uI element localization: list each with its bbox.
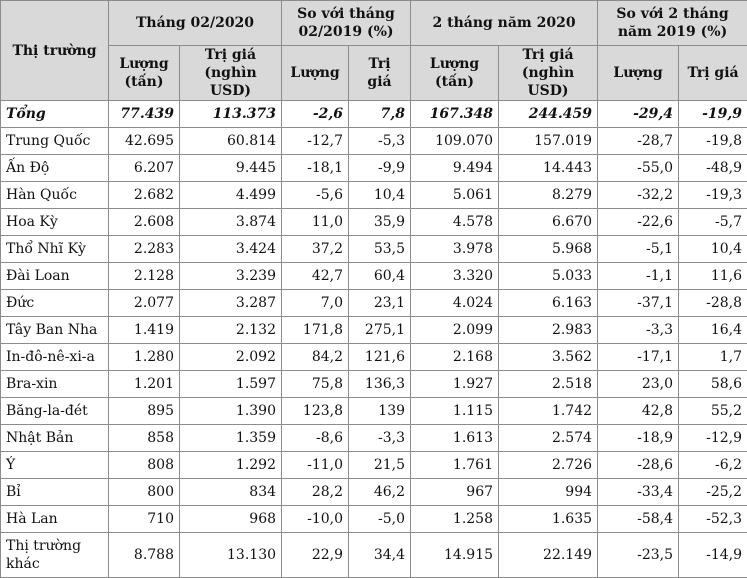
- value-pct-feb-cell: 35,9: [349, 209, 411, 236]
- volume-2m-cell: 1.613: [411, 425, 499, 452]
- value-pct-2m-cell: -12,9: [679, 425, 747, 452]
- table-row: [1, 263, 747, 290]
- value-pct-2m-cell: 1,7: [679, 344, 747, 371]
- volume-feb-cell: 8.788: [109, 533, 180, 578]
- volume-pct-feb-cell: -10,0: [282, 506, 349, 533]
- volume-2m-cell: 2.168: [411, 344, 499, 371]
- value-pct-2m-cell: -14,9: [679, 533, 747, 578]
- volume-feb-cell: 2.077: [109, 290, 180, 317]
- value-2m-cell: 2.518: [499, 371, 598, 398]
- subheader-volume-tons: Lượng (tấn): [411, 46, 499, 101]
- volume-pct-feb-cell: -8,6: [282, 425, 349, 452]
- value-2m-cell: 3.562: [499, 344, 598, 371]
- subheader-volume: Lượng: [282, 46, 349, 101]
- value-pct-2m-cell: 58,6: [679, 371, 747, 398]
- volume-pct-2m-cell: -29,4: [598, 101, 679, 128]
- value-pct-2m-cell: -5,7: [679, 209, 747, 236]
- volume-pct-feb-cell: 75,8: [282, 371, 349, 398]
- value-pct-2m-cell: -19,9: [679, 101, 747, 128]
- volume-feb-cell: 77.439: [109, 101, 180, 128]
- subheader-value-usd: Trị giá (nghìn USD): [499, 46, 598, 101]
- volume-2m-cell: 967: [411, 479, 499, 506]
- volume-2m-cell: 3.320: [411, 263, 499, 290]
- value-2m-cell: 14.443: [499, 155, 598, 182]
- volume-feb-cell: 858: [109, 425, 180, 452]
- value-feb-cell: 9.445: [180, 155, 282, 182]
- volume-pct-feb-cell: 11,0: [282, 209, 349, 236]
- market-cell: Hà Lan: [1, 506, 109, 533]
- value-2m-cell: 157.019: [499, 128, 598, 155]
- value-pct-feb-cell: 53,5: [349, 236, 411, 263]
- volume-feb-cell: 808: [109, 452, 180, 479]
- table-row: [1, 290, 747, 317]
- market-cell: Băng-la-đét: [1, 398, 109, 425]
- volume-2m-cell: 1.115: [411, 398, 499, 425]
- table-row: [1, 128, 747, 155]
- table-row: [1, 344, 747, 371]
- volume-feb-cell: 1.419: [109, 317, 180, 344]
- table-row: [1, 452, 747, 479]
- volume-pct-feb-cell: -18,1: [282, 155, 349, 182]
- value-feb-cell: 2.132: [180, 317, 282, 344]
- value-2m-cell: 5.968: [499, 236, 598, 263]
- value-2m-cell: 244.459: [499, 101, 598, 128]
- value-feb-cell: 3.424: [180, 236, 282, 263]
- value-feb-cell: 2.092: [180, 344, 282, 371]
- volume-2m-cell: 1.761: [411, 452, 499, 479]
- volume-pct-feb-cell: 171,8: [282, 317, 349, 344]
- volume-2m-cell: 1.258: [411, 506, 499, 533]
- table-row: [1, 371, 747, 398]
- value-2m-cell: 6.163: [499, 290, 598, 317]
- value-2m-cell: 6.670: [499, 209, 598, 236]
- value-pct-2m-cell: -48,9: [679, 155, 747, 182]
- value-pct-2m-cell: 55,2: [679, 398, 747, 425]
- value-2m-cell: 8.279: [499, 182, 598, 209]
- value-2m-cell: 994: [499, 479, 598, 506]
- value-pct-2m-cell: 10,4: [679, 236, 747, 263]
- market-cell: Thổ Nhĩ Kỳ: [1, 236, 109, 263]
- volume-feb-cell: 1.280: [109, 344, 180, 371]
- table-row: [1, 398, 747, 425]
- volume-2m-cell: 9.494: [411, 155, 499, 182]
- value-feb-cell: 1.597: [180, 371, 282, 398]
- volume-pct-2m-cell: -17,1: [598, 344, 679, 371]
- volume-pct-2m-cell: -1,1: [598, 263, 679, 290]
- volume-pct-2m-cell: -3,3: [598, 317, 679, 344]
- market-cell: Ấn Độ: [1, 155, 109, 182]
- volume-feb-cell: 6.207: [109, 155, 180, 182]
- market-cell: Trung Quốc: [1, 128, 109, 155]
- volume-pct-feb-cell: -11,0: [282, 452, 349, 479]
- value-pct-feb-cell: 23,1: [349, 290, 411, 317]
- market-cell: Nhật Bản: [1, 425, 109, 452]
- table-row: [1, 182, 747, 209]
- market-cell: Hoa Kỳ: [1, 209, 109, 236]
- value-feb-cell: 3.287: [180, 290, 282, 317]
- volume-pct-2m-cell: -32,2: [598, 182, 679, 209]
- table-row: [1, 533, 747, 578]
- subheader-value: Trị giá: [349, 46, 411, 101]
- volume-feb-cell: 2.608: [109, 209, 180, 236]
- volume-pct-2m-cell: -18,9: [598, 425, 679, 452]
- value-2m-cell: 22.149: [499, 533, 598, 578]
- volume-pct-2m-cell: -22,6: [598, 209, 679, 236]
- value-pct-feb-cell: -3,3: [349, 425, 411, 452]
- volume-pct-feb-cell: 42,7: [282, 263, 349, 290]
- value-2m-cell: 1.742: [499, 398, 598, 425]
- volume-feb-cell: 2.283: [109, 236, 180, 263]
- value-pct-feb-cell: 10,4: [349, 182, 411, 209]
- value-pct-2m-cell: -28,8: [679, 290, 747, 317]
- market-cell: Ý: [1, 452, 109, 479]
- value-pct-2m-cell: 16,4: [679, 317, 747, 344]
- volume-2m-cell: 4.024: [411, 290, 499, 317]
- subheader-value: Trị giá: [679, 46, 747, 101]
- market-cell: Đài Loan: [1, 263, 109, 290]
- volume-2m-cell: 14.915: [411, 533, 499, 578]
- value-2m-cell: 2.574: [499, 425, 598, 452]
- value-feb-cell: 60.814: [180, 128, 282, 155]
- value-feb-cell: 1.292: [180, 452, 282, 479]
- table-row: [1, 479, 747, 506]
- value-pct-2m-cell: -52,3: [679, 506, 747, 533]
- table-row: [1, 209, 747, 236]
- value-pct-feb-cell: 60,4: [349, 263, 411, 290]
- header-market: Thị trường: [1, 1, 109, 101]
- table-body: [1, 101, 747, 578]
- table-row: [1, 317, 747, 344]
- market-cell: Hàn Quốc: [1, 182, 109, 209]
- volume-pct-2m-cell: -37,1: [598, 290, 679, 317]
- table-row: [1, 506, 747, 533]
- value-feb-cell: 1.359: [180, 425, 282, 452]
- value-pct-feb-cell: 46,2: [349, 479, 411, 506]
- market-cell: Tổng: [1, 101, 109, 128]
- volume-2m-cell: 109.070: [411, 128, 499, 155]
- volume-pct-2m-cell: -33,4: [598, 479, 679, 506]
- volume-pct-2m-cell: -23,5: [598, 533, 679, 578]
- value-pct-feb-cell: 7,8: [349, 101, 411, 128]
- subheader-value-usd: Trị giá (nghìn USD): [180, 46, 282, 101]
- subheader-volume: Lượng: [598, 46, 679, 101]
- value-feb-cell: 4.499: [180, 182, 282, 209]
- value-feb-cell: 13.130: [180, 533, 282, 578]
- volume-pct-feb-cell: 123,8: [282, 398, 349, 425]
- volume-pct-feb-cell: 84,2: [282, 344, 349, 371]
- table-row: [1, 155, 747, 182]
- volume-feb-cell: 895: [109, 398, 180, 425]
- volume-2m-cell: 1.927: [411, 371, 499, 398]
- volume-pct-feb-cell: 28,2: [282, 479, 349, 506]
- volume-feb-cell: 2.128: [109, 263, 180, 290]
- value-pct-2m-cell: -19,3: [679, 182, 747, 209]
- market-cell: Bra-xin: [1, 371, 109, 398]
- value-pct-feb-cell: 121,6: [349, 344, 411, 371]
- market-cell: Thị trường khác: [1, 533, 109, 578]
- table-row: [1, 236, 747, 263]
- value-feb-cell: 113.373: [180, 101, 282, 128]
- table-row: [1, 101, 747, 128]
- value-2m-cell: 2.726: [499, 452, 598, 479]
- volume-feb-cell: 2.682: [109, 182, 180, 209]
- value-pct-feb-cell: 34,4: [349, 533, 411, 578]
- value-pct-feb-cell: -5,0: [349, 506, 411, 533]
- value-pct-feb-cell: 139: [349, 398, 411, 425]
- volume-feb-cell: 800: [109, 479, 180, 506]
- subheader-volume-tons: Lượng (tấn): [109, 46, 180, 101]
- volume-2m-cell: 3.978: [411, 236, 499, 263]
- table-row: [1, 425, 747, 452]
- volume-pct-feb-cell: 22,9: [282, 533, 349, 578]
- value-pct-feb-cell: 275,1: [349, 317, 411, 344]
- market-cell: In-đô-nê-xi-a: [1, 344, 109, 371]
- volume-pct-2m-cell: -28,6: [598, 452, 679, 479]
- value-feb-cell: 968: [180, 506, 282, 533]
- volume-pct-feb-cell: 37,2: [282, 236, 349, 263]
- volume-2m-cell: 167.348: [411, 101, 499, 128]
- value-pct-2m-cell: 11,6: [679, 263, 747, 290]
- volume-pct-2m-cell: -28,7: [598, 128, 679, 155]
- volume-2m-cell: 4.578: [411, 209, 499, 236]
- value-pct-2m-cell: -6,2: [679, 452, 747, 479]
- value-feb-cell: 3.239: [180, 263, 282, 290]
- value-pct-2m-cell: -19,8: [679, 128, 747, 155]
- market-cell: Đức: [1, 290, 109, 317]
- volume-pct-feb-cell: -5,6: [282, 182, 349, 209]
- value-2m-cell: 5.033: [499, 263, 598, 290]
- volume-pct-2m-cell: 42,8: [598, 398, 679, 425]
- volume-feb-cell: 42.695: [109, 128, 180, 155]
- header-two-months-2020: 2 tháng năm 2020: [411, 1, 598, 46]
- volume-pct-2m-cell: 23,0: [598, 371, 679, 398]
- value-feb-cell: 834: [180, 479, 282, 506]
- value-pct-feb-cell: -5,3: [349, 128, 411, 155]
- market-cell: Tây Ban Nha: [1, 317, 109, 344]
- value-pct-feb-cell: 136,3: [349, 371, 411, 398]
- volume-pct-2m-cell: -58,4: [598, 506, 679, 533]
- volume-2m-cell: 5.061: [411, 182, 499, 209]
- volume-2m-cell: 2.099: [411, 317, 499, 344]
- value-2m-cell: 2.983: [499, 317, 598, 344]
- value-2m-cell: 1.635: [499, 506, 598, 533]
- header-feb-2020: Tháng 02/2020: [109, 1, 282, 46]
- volume-pct-feb-cell: -12,7: [282, 128, 349, 155]
- value-feb-cell: 1.390: [180, 398, 282, 425]
- volume-pct-feb-cell: 7,0: [282, 290, 349, 317]
- volume-feb-cell: 710: [109, 506, 180, 533]
- value-pct-feb-cell: -9,9: [349, 155, 411, 182]
- value-pct-2m-cell: -25,2: [679, 479, 747, 506]
- value-feb-cell: 3.874: [180, 209, 282, 236]
- volume-pct-2m-cell: -5,1: [598, 236, 679, 263]
- volume-feb-cell: 1.201: [109, 371, 180, 398]
- market-cell: Bỉ: [1, 479, 109, 506]
- header-vs-two-months-2019: So với 2 tháng năm 2019 (%): [598, 1, 747, 46]
- volume-pct-2m-cell: -55,0: [598, 155, 679, 182]
- volume-pct-feb-cell: -2,6: [282, 101, 349, 128]
- header-vs-feb-2019: So với tháng 02/2019 (%): [282, 1, 411, 46]
- value-pct-feb-cell: 21,5: [349, 452, 411, 479]
